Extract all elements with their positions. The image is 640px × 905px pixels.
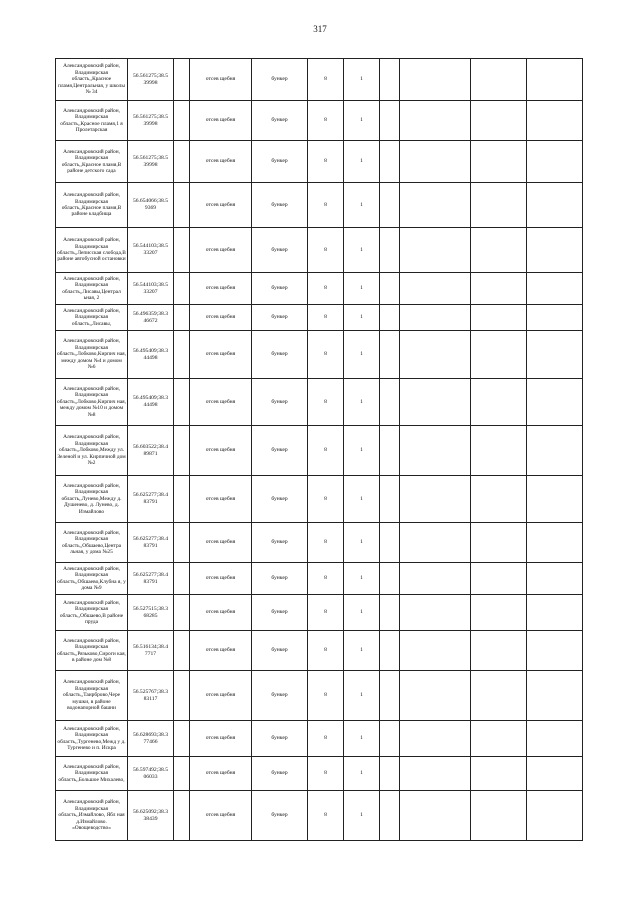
cell-address: Александровский район, Владимирская область,,Леписская слобода,В районе автобусной остановки xyxy=(56,228,128,273)
cell-container-type: бункер xyxy=(252,523,308,563)
cell-empty xyxy=(527,563,583,595)
cell-empty xyxy=(174,59,190,101)
cell-count: 1 xyxy=(344,59,380,101)
cell-count: 1 xyxy=(344,523,380,563)
cell-empty xyxy=(380,671,400,721)
cell-container-type: бункер xyxy=(252,476,308,523)
cell-empty xyxy=(400,426,471,476)
cell-address: Александровский район, Владимирская область,,Лисавы, xyxy=(56,305,128,331)
cell-empty xyxy=(174,183,190,228)
cell-empty xyxy=(471,523,527,563)
cell-coordinates: 56.527515;38.3 68285 xyxy=(128,595,174,631)
cell-count: 1 xyxy=(344,101,380,141)
cell-coordinates: 56.544103;38.5 33207 xyxy=(128,228,174,273)
cell-count: 1 xyxy=(344,631,380,671)
cell-empty xyxy=(400,476,471,523)
cell-address: Александровский район, Владимирская область,,Красное пламя,1 я Пролетарская xyxy=(56,101,128,141)
cell-empty xyxy=(174,757,190,791)
cell-address: Александровский район, Владимирская область,,Большое Михалево, xyxy=(56,757,128,791)
cell-empty xyxy=(380,101,400,141)
cell-empty xyxy=(527,331,583,379)
cell-volume: 8 xyxy=(308,331,344,379)
cell-waste-type: отсев щебня xyxy=(190,183,252,228)
cell-waste-type: отсев щебня xyxy=(190,228,252,273)
cell-waste-type: отсев щебня xyxy=(190,141,252,183)
cell-waste-type: отсев щебня xyxy=(190,671,252,721)
cell-address: Александровский район, Владимирская область,,Красное пламя,В районе кладбища xyxy=(56,183,128,228)
cell-empty xyxy=(471,59,527,101)
cell-address: Александровский район, Владимирская область,,Тургенево,Межд у д. Тургенево и п. Искра xyxy=(56,721,128,757)
cell-empty xyxy=(380,721,400,757)
cell-empty xyxy=(380,426,400,476)
cell-empty xyxy=(380,563,400,595)
table-row xyxy=(56,631,583,671)
cell-empty xyxy=(174,476,190,523)
cell-container-type: бункер xyxy=(252,426,308,476)
cell-volume: 8 xyxy=(308,563,344,595)
cell-volume: 8 xyxy=(308,631,344,671)
cell-address: Александровский район, Владимирская область,,Обшаево,Центра льная, у дома №25 xyxy=(56,523,128,563)
cell-volume: 8 xyxy=(308,305,344,331)
cell-coordinates: 56.654066;38.5 9369 xyxy=(128,183,174,228)
cell-address: Александровский район, Владимирская область,,Таирброво,Чере мушки, в районе водонапорной башни xyxy=(56,671,128,721)
cell-empty xyxy=(471,791,527,841)
cell-empty xyxy=(471,595,527,631)
cell-container-type: бункер xyxy=(252,671,308,721)
page-number: 317 xyxy=(313,24,327,34)
cell-empty xyxy=(174,228,190,273)
waste-sites-table xyxy=(55,58,583,841)
cell-container-type: бункер xyxy=(252,791,308,841)
table-row xyxy=(56,426,583,476)
cell-empty xyxy=(527,631,583,671)
cell-empty xyxy=(527,228,583,273)
table-row xyxy=(56,721,583,757)
table-row xyxy=(56,141,583,183)
cell-container-type: бункер xyxy=(252,228,308,273)
cell-waste-type: отсев щебня xyxy=(190,305,252,331)
cell-container-type: бункер xyxy=(252,141,308,183)
cell-empty xyxy=(380,59,400,101)
cell-empty xyxy=(380,379,400,426)
cell-waste-type: отсев щебня xyxy=(190,331,252,379)
cell-empty xyxy=(471,331,527,379)
cell-empty xyxy=(174,791,190,841)
cell-volume: 8 xyxy=(308,426,344,476)
cell-address: Александровский район, Владимирская область,,Красное пламя,В районе детского сада xyxy=(56,141,128,183)
cell-volume: 8 xyxy=(308,791,344,841)
cell-empty xyxy=(400,563,471,595)
cell-empty xyxy=(380,523,400,563)
cell-empty xyxy=(527,595,583,631)
cell-empty xyxy=(400,379,471,426)
cell-container-type: бункер xyxy=(252,379,308,426)
cell-count: 1 xyxy=(344,183,380,228)
cell-empty xyxy=(527,426,583,476)
cell-empty xyxy=(400,631,471,671)
cell-waste-type: отсев щебня xyxy=(190,631,252,671)
cell-volume: 8 xyxy=(308,101,344,141)
cell-container-type: бункер xyxy=(252,721,308,757)
table-row xyxy=(56,273,583,305)
cell-empty xyxy=(174,721,190,757)
cell-empty xyxy=(174,379,190,426)
cell-empty xyxy=(380,595,400,631)
cell-waste-type: отсев щебня xyxy=(190,757,252,791)
cell-coordinates: 56.625277;38.4 83791 xyxy=(128,476,174,523)
table-row xyxy=(56,101,583,141)
cell-empty xyxy=(380,228,400,273)
cell-address: Александровский район, Владимирская область,,Лобково,Кирпич ная, между домом №10 и домом №8 xyxy=(56,379,128,426)
cell-address: Александровский район, Владимирская область,,Лобково,Кирпич ная, между домом №4 и домом №6 xyxy=(56,331,128,379)
cell-volume: 8 xyxy=(308,721,344,757)
cell-empty xyxy=(380,331,400,379)
table-row xyxy=(56,183,583,228)
cell-empty xyxy=(380,757,400,791)
cell-empty xyxy=(380,141,400,183)
cell-volume: 8 xyxy=(308,476,344,523)
cell-coordinates: 56.561275;38.5 39998 xyxy=(128,59,174,101)
cell-address: Александровский район, Владимирская область,,Красное пламя,Центральная, у школы № 34 xyxy=(56,59,128,101)
cell-empty xyxy=(174,305,190,331)
cell-count: 1 xyxy=(344,476,380,523)
cell-empty xyxy=(471,141,527,183)
cell-volume: 8 xyxy=(308,228,344,273)
cell-container-type: бункер xyxy=(252,101,308,141)
cell-container-type: бункер xyxy=(252,305,308,331)
cell-empty xyxy=(174,631,190,671)
cell-volume: 8 xyxy=(308,379,344,426)
cell-empty xyxy=(380,476,400,523)
cell-empty xyxy=(174,273,190,305)
cell-count: 1 xyxy=(344,791,380,841)
cell-coordinates: 56.625092;38.3 38439 xyxy=(128,791,174,841)
cell-empty xyxy=(380,305,400,331)
cell-empty xyxy=(400,721,471,757)
cell-container-type: бункер xyxy=(252,631,308,671)
cell-coordinates: 56.516134;38.4 7717 xyxy=(128,631,174,671)
cell-waste-type: отсев щебня xyxy=(190,595,252,631)
cell-empty xyxy=(174,595,190,631)
cell-coordinates: 56.603522;38.4 89871 xyxy=(128,426,174,476)
cell-empty xyxy=(400,757,471,791)
cell-empty xyxy=(174,101,190,141)
cell-empty xyxy=(527,671,583,721)
cell-volume: 8 xyxy=(308,141,344,183)
cell-empty xyxy=(471,273,527,305)
cell-volume: 8 xyxy=(308,595,344,631)
cell-empty xyxy=(527,523,583,563)
cell-empty xyxy=(174,331,190,379)
cell-empty xyxy=(400,331,471,379)
table-row xyxy=(56,305,583,331)
cell-empty xyxy=(471,379,527,426)
cell-empty xyxy=(471,757,527,791)
cell-container-type: бункер xyxy=(252,59,308,101)
cell-empty xyxy=(527,273,583,305)
cell-waste-type: отсев щебня xyxy=(190,426,252,476)
cell-empty xyxy=(400,183,471,228)
cell-coordinates: 56.525767;38.3 83117 xyxy=(128,671,174,721)
cell-address: Александровский район, Владимирская область,,Лобково,Между ул. Зеленой и ул. Кирпичной дом №2 xyxy=(56,426,128,476)
cell-container-type: бункер xyxy=(252,273,308,305)
cell-count: 1 xyxy=(344,671,380,721)
cell-empty xyxy=(527,757,583,791)
cell-empty xyxy=(527,791,583,841)
cell-container-type: бункер xyxy=(252,563,308,595)
cell-volume: 8 xyxy=(308,757,344,791)
cell-empty xyxy=(400,59,471,101)
cell-volume: 8 xyxy=(308,183,344,228)
cell-waste-type: отсев щебня xyxy=(190,563,252,595)
cell-waste-type: отсев щебня xyxy=(190,476,252,523)
cell-coordinates: 56.597492;38.5 06033 xyxy=(128,757,174,791)
cell-empty xyxy=(471,305,527,331)
cell-count: 1 xyxy=(344,273,380,305)
cell-empty xyxy=(471,563,527,595)
cell-address: Александровский район, Владимирская область,,Лисавы,Централ ьная, 2 xyxy=(56,273,128,305)
table-body xyxy=(56,59,583,841)
cell-count: 1 xyxy=(344,595,380,631)
cell-count: 1 xyxy=(344,228,380,273)
cell-coordinates: 56.495409;38.3 44498 xyxy=(128,379,174,426)
cell-empty xyxy=(471,476,527,523)
cell-count: 1 xyxy=(344,563,380,595)
cell-empty xyxy=(400,523,471,563)
cell-address: Александровский район, Владимирская область,,Обшаево,Клубна я, у дома №9 xyxy=(56,563,128,595)
cell-empty xyxy=(380,791,400,841)
cell-empty xyxy=(380,273,400,305)
cell-count: 1 xyxy=(344,757,380,791)
table-row xyxy=(56,671,583,721)
table-row xyxy=(56,791,583,841)
cell-waste-type: отсев щебня xyxy=(190,273,252,305)
cell-empty xyxy=(174,563,190,595)
cell-empty xyxy=(527,305,583,331)
cell-count: 1 xyxy=(344,141,380,183)
cell-coordinates: 56.625277;38.4 83791 xyxy=(128,563,174,595)
cell-empty xyxy=(380,183,400,228)
cell-coordinates: 56.544103;38.5 33207 xyxy=(128,273,174,305)
cell-waste-type: отсев щебня xyxy=(190,101,252,141)
cell-empty xyxy=(527,59,583,101)
cell-empty xyxy=(400,273,471,305)
table-row xyxy=(56,595,583,631)
cell-container-type: бункер xyxy=(252,757,308,791)
cell-count: 1 xyxy=(344,721,380,757)
cell-address: Александровский район, Владимирская область,,Обшаево,В районе пруда xyxy=(56,595,128,631)
cell-waste-type: отсев щебня xyxy=(190,379,252,426)
cell-empty xyxy=(380,631,400,671)
cell-empty xyxy=(471,721,527,757)
cell-volume: 8 xyxy=(308,523,344,563)
cell-waste-type: отсев щебня xyxy=(190,721,252,757)
cell-count: 1 xyxy=(344,305,380,331)
table-row xyxy=(56,59,583,101)
cell-empty xyxy=(471,228,527,273)
cell-empty xyxy=(527,721,583,757)
cell-waste-type: отсев щебня xyxy=(190,523,252,563)
cell-coordinates: 56.496359;38.3 46672 xyxy=(128,305,174,331)
cell-coordinates: 56.561275;38.5 39998 xyxy=(128,101,174,141)
cell-address: Александровский район, Владимирская область,,Лунево,Между д. Душенево, д. Лунево, д. Измайлово xyxy=(56,476,128,523)
cell-address: Александровский район, Владимирская область,,Рязьково,Сироги кая, в районе дом №8 xyxy=(56,631,128,671)
cell-empty xyxy=(471,101,527,141)
cell-empty xyxy=(400,305,471,331)
cell-empty xyxy=(400,671,471,721)
cell-empty xyxy=(471,671,527,721)
table-row xyxy=(56,379,583,426)
cell-empty xyxy=(400,101,471,141)
cell-count: 1 xyxy=(344,426,380,476)
cell-coordinates: 56.628693;38.3 77466 xyxy=(128,721,174,757)
cell-waste-type: отсев щебня xyxy=(190,59,252,101)
cell-volume: 8 xyxy=(308,273,344,305)
table-row xyxy=(56,331,583,379)
cell-empty xyxy=(471,631,527,671)
cell-empty xyxy=(400,228,471,273)
cell-empty xyxy=(174,671,190,721)
cell-count: 1 xyxy=(344,379,380,426)
cell-address: Александровский район, Владимирская область,,Измайлово, Ябл ная д.Измайлово. «Овощеводство» xyxy=(56,791,128,841)
cell-coordinates: 56.495409;38.3 44498 xyxy=(128,331,174,379)
table-row xyxy=(56,476,583,523)
cell-empty xyxy=(527,101,583,141)
cell-empty xyxy=(174,426,190,476)
cell-container-type: бункер xyxy=(252,331,308,379)
cell-empty xyxy=(527,183,583,228)
table-row xyxy=(56,228,583,273)
cell-empty xyxy=(400,595,471,631)
cell-volume: 8 xyxy=(308,59,344,101)
cell-empty xyxy=(527,476,583,523)
table-row xyxy=(56,523,583,563)
table-row xyxy=(56,563,583,595)
cell-container-type: бункер xyxy=(252,595,308,631)
cell-empty xyxy=(471,426,527,476)
cell-coordinates: 56.625277;38.4 83791 xyxy=(128,523,174,563)
cell-volume: 8 xyxy=(308,671,344,721)
cell-container-type: бункер xyxy=(252,183,308,228)
table-row xyxy=(56,757,583,791)
cell-empty xyxy=(174,523,190,563)
cell-empty xyxy=(527,141,583,183)
cell-empty xyxy=(527,379,583,426)
cell-empty xyxy=(400,791,471,841)
cell-empty xyxy=(471,183,527,228)
cell-coordinates: 56.561275;38.5 39998 xyxy=(128,141,174,183)
cell-empty xyxy=(174,141,190,183)
cell-waste-type: отсев щебня xyxy=(190,791,252,841)
cell-empty xyxy=(400,141,471,183)
cell-count: 1 xyxy=(344,331,380,379)
